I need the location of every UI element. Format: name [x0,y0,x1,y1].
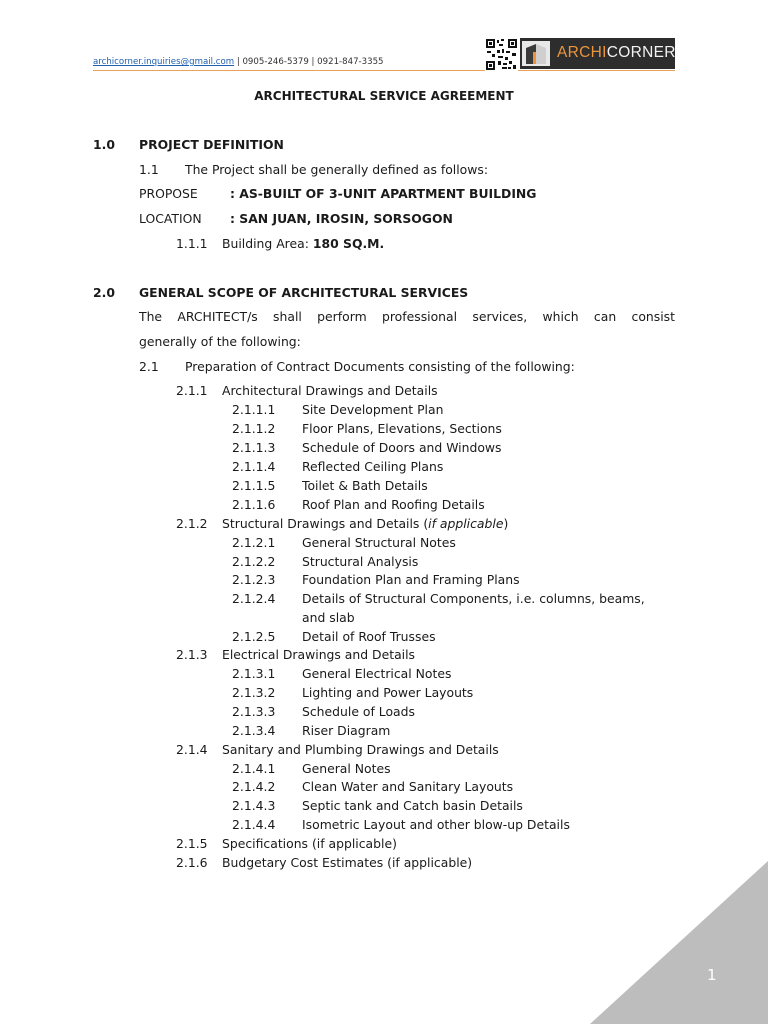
list-item-number: 2.1.1.5 [232,478,276,493]
list-item: Clean Water and Sanitary Layouts [302,779,514,794]
section-1-heading: PROJECT DEFINITION [139,137,284,152]
list-item-number: 2.1.3.3 [232,704,276,719]
item-2-1-6-number: 2.1.6 [176,855,208,870]
list-item-number: 2.1.3.2 [232,685,276,700]
item-1-1-text: The Project shall be generally defined as follows: [185,162,489,177]
section-2-heading: GENERAL SCOPE OF ARCHITECTURAL SERVICES [139,285,469,300]
page-number: 1 [707,966,717,984]
logo-wordmark: ARCHICORNER [557,44,676,61]
list-item: Schedule of Loads [302,704,415,719]
list-item-number: 2.1.4.2 [232,779,276,794]
list-item: Lighting and Power Layouts [302,685,474,700]
list-item-number: 2.1.2.5 [232,629,276,644]
item-2-1-2-number: 2.1.2 [176,516,208,531]
list-item: General Electrical Notes [302,666,452,681]
list-item-number: 2.1.3.1 [232,666,276,681]
item-2-1-6-text: Budgetary Cost Estimates (if applicable) [222,855,473,870]
page-corner-decoration [590,861,768,1024]
propose-value: : AS-BUILT OF 3-UNIT APARTMENT BUILDING [230,186,537,201]
archicorner-logo [520,38,675,69]
item-2-1-1-text: Architectural Drawings and Details [222,383,438,398]
document-title: ARCHITECTURAL SERVICE AGREEMENT [254,89,514,103]
location-value: : SAN JUAN, IROSIN, SORSOGON [230,211,453,226]
list-item: Septic tank and Catch basin Details [302,798,523,813]
item-2-1-4-text: Sanitary and Plumbing Drawings and Details [222,742,499,757]
item-2-1-5-text: Specifications (if applicable) [222,836,397,851]
list-item-number: 2.1.1.2 [232,421,276,436]
item-1-1-1-number: 1.1.1 [176,236,208,251]
list-item: Floor Plans, Elevations, Sections [302,421,502,436]
section-1-number: 1.0 [93,137,115,152]
list-item-number: 2.1.1.3 [232,440,276,455]
list-item: Roof Plan and Roofing Details [302,497,485,512]
item-2-1-4-number: 2.1.4 [176,742,208,757]
item-2-1-text: Preparation of Contract Documents consisting of the following: [185,359,575,374]
building-area-value: 180 SQ.M. [312,236,385,251]
phone-numbers: | 0905-246-5379 | 0921-847-3355 [234,57,384,67]
propose-label: PROPOSE [139,186,198,201]
list-item: General Structural Notes [302,535,456,550]
item-2-1-number: 2.1 [139,359,159,374]
header-contact [93,57,384,67]
section-2-number: 2.0 [93,285,115,300]
list-item-number: 2.1.2.3 [232,572,276,587]
list-item-number: 2.1.1.6 [232,497,276,512]
list-item-continuation: and slab [302,610,355,625]
list-item-number: 2.1.2.2 [232,554,276,569]
item-2-1-3-number: 2.1.3 [176,647,208,662]
list-item: Details of Structural Components, i.e. columns, beams, [302,591,645,606]
list-item: Reflected Ceiling Plans [302,459,444,474]
list-item-number: 2.1.1.4 [232,459,276,474]
list-item-number: 2.1.1.1 [232,402,276,417]
logo-mark-icon [522,41,550,66]
qr-code-icon [485,38,518,71]
list-item: Foundation Plan and Framing Plans [302,572,520,587]
building-area: Building Area: 180 SQ.M. [222,236,385,251]
email-link[interactable]: archicorner.inquiries@gmail.com [93,57,235,67]
list-item: Toilet & Bath Details [302,478,428,493]
list-item: Site Development Plan [302,402,444,417]
section-2-intro-line2: generally of the following: [139,334,301,349]
list-item-number: 2.1.2.4 [232,591,276,606]
list-item-number: 2.1.4.1 [232,761,276,776]
list-item: General Notes [302,761,391,776]
item-2-1-5-number: 2.1.5 [176,836,208,851]
list-item-number: 2.1.4.3 [232,798,276,813]
location-label: LOCATION [139,211,202,226]
list-item: Detail of Roof Trusses [302,629,436,644]
section-2-intro-line1: The ARCHITECT/s shall perform professional services, which can consist [139,309,675,324]
list-item-number: 2.1.2.1 [232,535,276,550]
list-item-number: 2.1.3.4 [232,723,276,738]
item-2-1-2-text: Structural Drawings and Details (if applicable) [222,516,509,531]
item-1-1-number: 1.1 [139,162,159,177]
item-2-1-1-number: 2.1.1 [176,383,208,398]
header-divider [93,70,675,71]
list-item: Schedule of Doors and Windows [302,440,502,455]
item-2-1-3-text: Electrical Drawings and Details [222,647,416,662]
list-item: Isometric Layout and other blow-up Details [302,817,570,832]
list-item: Structural Analysis [302,554,419,569]
list-item: Riser Diagram [302,723,391,738]
list-item-number: 2.1.4.4 [232,817,276,832]
